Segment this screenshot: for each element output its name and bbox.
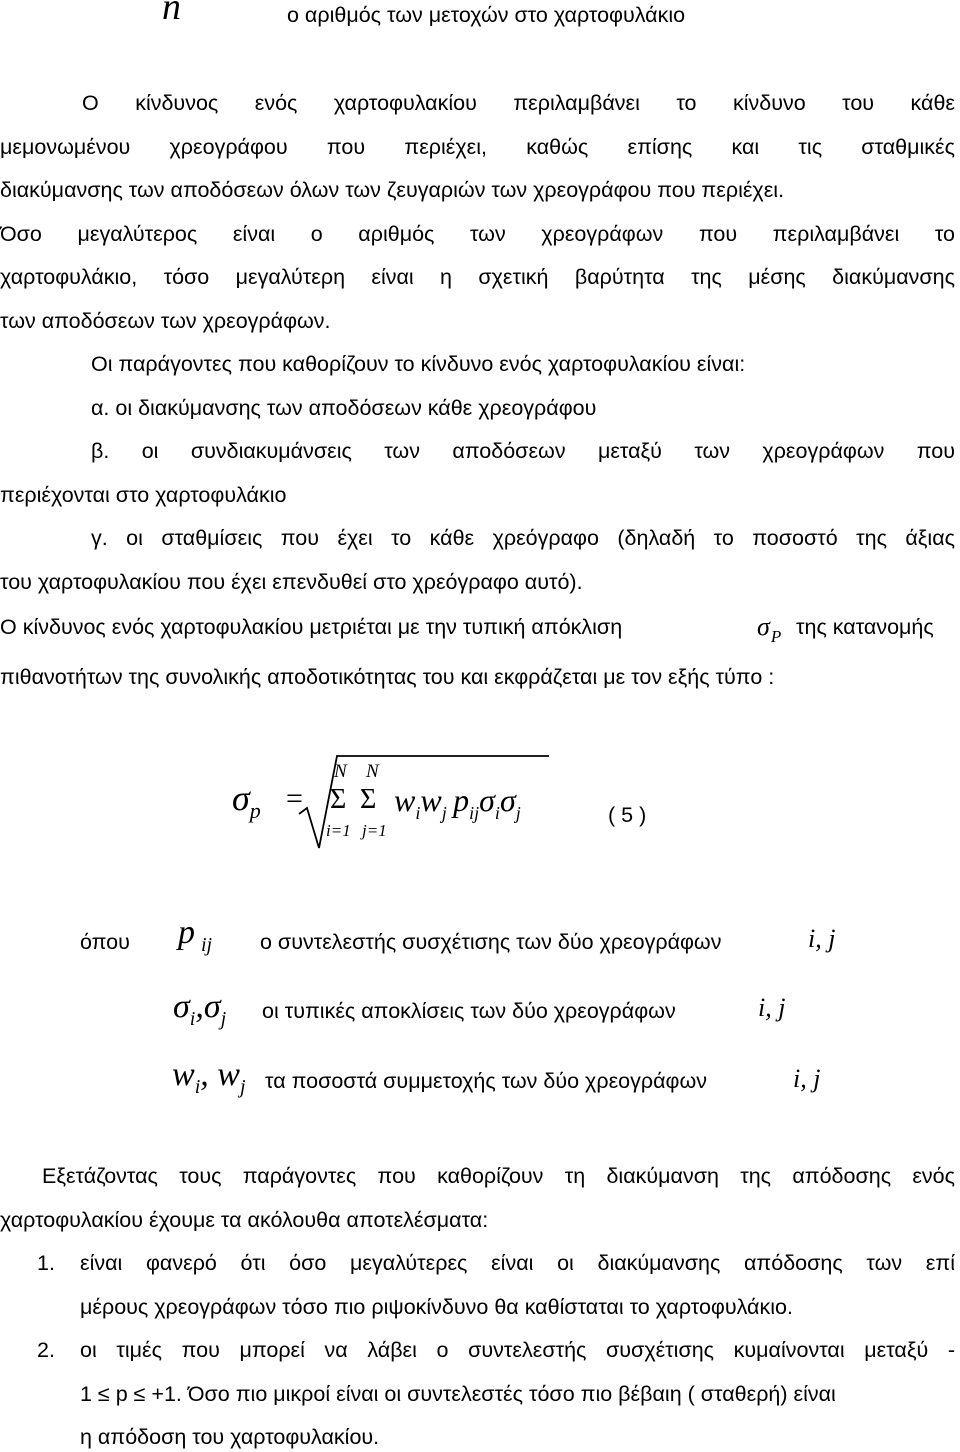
conclusion-line1: Εξετάζοντας τους παράγοντες που καθορίζουν τη διακύμανση της απόδοσης ενός (42, 1164, 955, 1188)
sigma-ij-symbol: $\sigma_i,\sigma_j$ (173, 988, 227, 1030)
paragraph-line: χαρτοφυλάκιο, τόσο μεγαλύτερη είναι η σχετική βαρύτητα της μέσης διακύμανσης (0, 265, 955, 289)
risk-line1-end: της κατανομής (796, 615, 934, 639)
where-row1-vars: i, j (808, 924, 836, 953)
factor-c-line2: του χαρτοφυλακίου που έχει επενδυθεί στο χρεόγραφο αυτό). (0, 570, 583, 594)
item1-line1: είναι φανερό ότι όσο μεγαλύτερες είναι οι διακύμανσης απόδοσης των επί (80, 1251, 955, 1275)
paragraph-line: Όσο μεγαλύτερος είναι ο αριθμός των χρεογράφων που περιλαμβάνει το (0, 222, 955, 246)
sum-upper-2: N (366, 761, 379, 782)
risk-line2: πιθανοτήτων της συνολικής αποδοτικότητας του και εκφράζεται με τον εξής τύπο : (0, 665, 775, 689)
item2-line2-text: . Όσο πιο μικροί είναι οι συντελεστές τόσο πιο βέβαιη ( σταθερή) είναι (175, 1382, 836, 1406)
sum-lower-1: i=1 (326, 821, 351, 840)
inequality: 1 ≤ p ≤ +1 (80, 1382, 176, 1406)
intro-text: ο αριθμός των μετοχών στο χαρτοφυλάκιο (287, 3, 686, 27)
factor-b-line2: περιέχονται στο χαρτοφυλάκιο (0, 483, 287, 507)
sigma-p-symbol: $\sigma_P$ (757, 612, 782, 646)
item-number-1: 1. (37, 1251, 55, 1275)
risk-line1: Ο κίνδυνος ενός χαρτοφυλακίου μετριέται με την τυπική απόκλιση (0, 615, 623, 639)
formula-equals: = (286, 782, 303, 815)
formula-lhs: $\sigma_p$ (232, 778, 261, 823)
n-symbol: n (162, 0, 181, 28)
where-label: όπου (80, 930, 130, 954)
where-row3-vars: i, j (793, 1064, 821, 1093)
factor-a: α. οι διακύμανσης των αποδόσεων κάθε χρεογράφου (91, 396, 597, 420)
formula (0, 740, 960, 860)
sum-upper-1: N (334, 761, 347, 782)
paragraph-line: μεμονωμένου χρεογράφου που περιέχει, καθώς επίσης και τις σταθμικές (0, 135, 955, 159)
where-row3-text: τα ποσοστά συμμετοχής των δύο χρεογράφων (265, 1069, 707, 1093)
item2-line2 (80, 1381, 836, 1407)
where-row1-text: ο συντελεστής συσχέτισης των δύο χρεογράφων (260, 930, 722, 954)
item2-line3: η απόδοση του χαρτοφυλακίου. (80, 1425, 380, 1449)
where-row2-text: οι τυπικές αποκλίσεις των δύο χρεογράφων (262, 999, 676, 1023)
where-row2-vars: i, j (758, 993, 786, 1022)
paragraph-line: διακύμανσης των αποδόσεων όλων των ζευγαριών των χρεογράφου που περιέχει. (0, 178, 785, 202)
item-number-2: 2. (37, 1338, 55, 1362)
item1-line2: μέρους χρεογράφων τόσο πιο ριψοκίνδυνο θα καθίσταται το χαρτοφυλάκιο. (80, 1295, 793, 1319)
factor-c-line1: γ. οι σταθμίσεις που έχει το κάθε χρεόγραφο (δηλαδή το ποσοστό της άξιας (91, 526, 955, 550)
sum-symbol-1: Σ (330, 784, 347, 815)
paragraph-line: Ο κίνδυνος ενός χαρτοφυλακίου περιλαμβάνει το κίνδυνο του κάθε (82, 91, 955, 115)
formula-body: $w_iw_j$ $p_{ij}\sigma_i\sigma_j$ (394, 782, 521, 823)
factor-b-line1: β. οι συνδιακυμάνσεις των αποδόσεων μεταξύ των χρεογράφων που (91, 439, 955, 463)
sum-symbol-2: Σ (360, 784, 377, 815)
paragraph-line: των αποδόσεων των χρεογράφων. (0, 309, 331, 333)
item2-line1: οι τιμές που μπορεί να λάβει ο συντελεστής συσχέτισης κυμαίνονται μεταξύ - (80, 1338, 955, 1362)
w-ij-symbol: $w_i$, $w_j$ (172, 1056, 246, 1098)
pij-symbol: p $_{ij}$ (178, 914, 213, 956)
sum-lower-2: j=1 (362, 821, 387, 840)
equation-number: ( 5 ) (608, 803, 647, 827)
conclusion-line2: χαρτοφυλακίου έχουμε τα ακόλουθα αποτελέσματα: (0, 1208, 489, 1232)
factors-heading: Οι παράγοντες που καθορίζουν το κίνδυνο ενός χαρτοφυλακίου είναι: (91, 352, 746, 376)
